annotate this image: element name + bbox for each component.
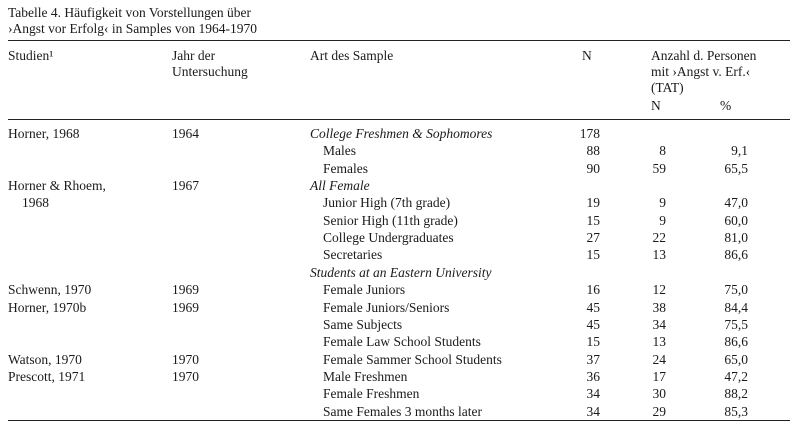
n-cell: 19 — [586, 195, 600, 211]
n-cell: 16 — [586, 282, 600, 298]
study-cell: 1968 — [22, 195, 49, 211]
pct-cell: 81,0 — [724, 230, 748, 246]
n-fear-cell: 34 — [652, 316, 666, 332]
study-cell: Schwenn, 1970 — [8, 282, 92, 298]
pct-cell: 60,0 — [724, 212, 748, 228]
year-cell: 1967 — [172, 178, 199, 194]
n-cell: 45 — [586, 316, 600, 332]
header-anzahl-line-3: (TAT) — [651, 80, 684, 95]
year-cell: 1970 — [172, 368, 199, 384]
year-cell: 1964 — [172, 126, 199, 141]
sample-cell: Secretaries — [323, 247, 383, 263]
n-cell: 88 — [586, 143, 600, 159]
pct-cell: 9,1 — [731, 143, 748, 159]
header-anzahl-line-2: mit ›Angst v. Erf.‹ — [651, 64, 751, 79]
pct-cell: 47,2 — [724, 368, 748, 384]
header-sub-pct: % — [720, 98, 732, 113]
sample-cell: Junior High (7th grade) — [323, 195, 451, 211]
n-cell: 15 — [586, 212, 600, 228]
n-cell: 45 — [586, 299, 600, 315]
n-cell: 27 — [586, 230, 600, 246]
sample-cell: College Freshmen & Sophomores — [310, 126, 493, 141]
n-fear-cell: 38 — [652, 299, 666, 315]
n-fear-cell: 8 — [659, 143, 666, 159]
sample-cell: Female Sammer School Students — [323, 351, 502, 367]
sample-cell: Same Females 3 months later — [323, 403, 482, 419]
n-fear-cell: 17 — [652, 368, 666, 384]
header-jahr — [172, 48, 248, 80]
caption-line-1: Tabelle 4. Häufigkeit von Vorstellungen über — [8, 5, 251, 20]
header-n: N — [582, 48, 592, 63]
year-cell: 1969 — [172, 282, 199, 298]
study-cell: Horner, 1968 — [8, 126, 80, 141]
n-fear-cell: 13 — [652, 334, 666, 350]
n-fear-cell: 30 — [652, 386, 666, 402]
n-fear-cell: 22 — [652, 230, 666, 246]
n-cell: 36 — [586, 368, 600, 384]
sample-cell: Males — [323, 143, 356, 159]
header-rule — [8, 119, 790, 120]
sample-cell: Female Juniors/Seniors — [323, 299, 450, 315]
header-art: Art des Sample — [310, 48, 394, 63]
sample-cell: Female Law School Students — [323, 334, 481, 350]
n-fear-cell: 59 — [652, 160, 666, 176]
n-cell: 178 — [579, 126, 600, 141]
pct-cell: 86,6 — [724, 247, 748, 263]
header-anzahl-line-1: Anzahl d. Personen — [651, 48, 757, 63]
study-cell: Horner, 1970b — [8, 299, 87, 315]
header-jahr-line-2: Untersuchung — [172, 64, 248, 79]
n-cell: 15 — [586, 247, 600, 263]
n-fear-cell: 9 — [659, 212, 666, 228]
sample-cell: Male Freshmen — [323, 368, 408, 384]
header-studien: Studien¹ — [8, 48, 54, 63]
sample-cell: Students at an Eastern University — [310, 264, 492, 280]
header-anzahl — [651, 48, 756, 96]
n-fear-cell: 24 — [652, 351, 666, 367]
pct-cell: 88,2 — [724, 386, 748, 402]
header-sub-n: N — [651, 98, 661, 113]
year-cell: 1969 — [172, 299, 199, 315]
study-cell: Watson, 1970 — [8, 351, 82, 367]
sample-cell: Female Freshmen — [323, 386, 420, 402]
n-cell: 34 — [586, 386, 600, 402]
pct-cell: 86,6 — [724, 334, 748, 350]
caption-line-2: ›Angst vor Erfolg‹ in Samples von 1964-1970 — [8, 21, 257, 36]
n-cell: 90 — [586, 160, 600, 176]
study-cell: Prescott, 1971 — [8, 368, 86, 384]
n-cell: 37 — [586, 351, 600, 367]
sample-cell: Same Subjects — [323, 316, 403, 332]
year-cell: 1970 — [172, 351, 199, 367]
n-fear-cell: 12 — [652, 282, 666, 298]
sample-cell: Female Juniors — [323, 282, 406, 298]
n-cell: 15 — [586, 334, 600, 350]
bottom-rule — [8, 420, 790, 421]
n-fear-cell: 13 — [652, 247, 666, 263]
n-fear-cell: 29 — [652, 403, 666, 419]
sample-cell: College Undergraduates — [323, 230, 454, 246]
table-caption — [8, 5, 257, 37]
pct-cell: 65,0 — [724, 351, 748, 367]
pct-cell: 65,5 — [724, 160, 748, 176]
sample-cell: Females — [323, 160, 368, 176]
pct-cell: 85,3 — [724, 403, 748, 419]
top-rule — [8, 40, 790, 41]
pct-cell: 84,4 — [724, 299, 748, 315]
pct-cell: 75,5 — [724, 316, 748, 332]
n-cell: 34 — [586, 403, 600, 419]
pct-cell: 75,0 — [724, 282, 748, 298]
n-fear-cell: 9 — [659, 195, 666, 211]
sample-cell: All Female — [310, 178, 370, 194]
pct-cell: 47,0 — [724, 195, 748, 211]
study-cell: Horner & Rhoem, — [8, 178, 106, 194]
sample-cell: Senior High (11th grade) — [323, 212, 458, 228]
header-jahr-line-1: Jahr der — [172, 48, 216, 63]
